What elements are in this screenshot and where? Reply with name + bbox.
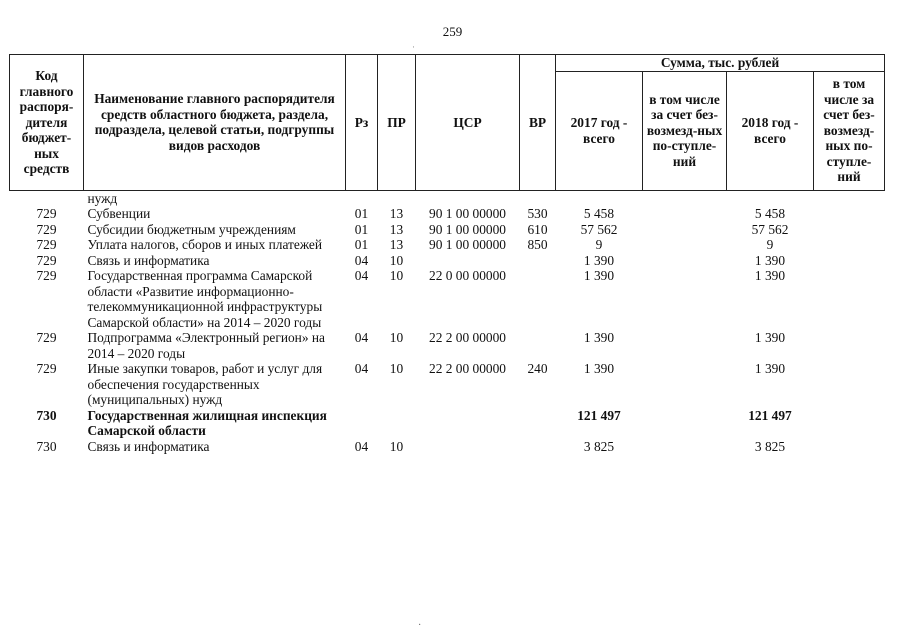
cell-csr [416,190,520,206]
header-code: Код главного распоря-дителя бюджет-ных средств [10,55,84,191]
cell-s17: 1 390 [583,330,615,345]
cell-pr: 10 [389,438,404,454]
cell-code: 729 [36,268,57,283]
cell-s17: 1 390 [583,252,615,268]
cell-pr: 10 [389,361,404,376]
cell-s17: 57 562 [580,221,618,237]
cell-vr [520,253,556,269]
cell-s18: 9 [766,237,774,252]
cell-code [10,190,84,206]
table-header [10,55,885,191]
cell-n17 [643,361,727,408]
cell-s17: 5 458 [583,206,615,221]
header-rz: Рз [346,55,378,191]
cell-n18 [814,222,885,238]
cell-csr [416,439,520,455]
cell-vr: 530 [527,206,548,221]
cell-n17 [643,190,727,206]
cell-n18 [814,408,885,439]
cell-code: 729 [36,206,57,221]
cell-n17 [643,237,727,253]
scan-artifact: · [412,42,415,52]
cell-pr: 10 [389,268,404,283]
cell-vr [520,408,556,439]
table-row [10,206,885,222]
cell-pr: 10 [389,252,404,268]
header-incl-2018: в том числе за счет без-возмезд-ных по-ступле-ний [814,71,885,190]
cell-csr: 22 2 00 00000 [429,361,506,376]
cell-n18 [814,237,885,253]
budget-table [9,54,885,454]
cell-pr [378,190,416,206]
cell-n18 [814,190,885,206]
cell-s17: 1 390 [583,268,615,283]
cell-code: 730 [36,438,57,454]
cell-rz [346,190,378,206]
table-row [10,237,885,253]
cell-n18 [814,206,885,222]
cell-code: 729 [36,330,57,345]
cell-name: Связь и информатика [87,438,210,454]
cell-n18 [814,330,885,361]
cell-rz: 01 [354,221,369,237]
cell-n18 [814,253,885,269]
cell-name: Уплата налогов, сборов и иных платежей [87,237,323,252]
cell-rz: 04 [354,330,369,345]
cell-s18: 1 390 [754,252,786,268]
cell-vr [520,330,556,361]
cell-n18 [814,439,885,455]
cell-name: Субсидии бюджетным учреждениям [87,221,296,237]
cell-code: 729 [36,237,57,252]
cell-csr [416,253,520,269]
cell-name: Связь и информатика [87,252,210,268]
scan-artifact: · [418,620,422,631]
cell-s18: 3 825 [754,438,786,454]
cell-csr: 22 2 00 00000 [429,330,506,345]
cell-rz: 04 [354,438,369,454]
cell-s18: 1 390 [754,330,786,345]
cell-vr [520,268,556,330]
cell-vr: 610 [527,221,548,237]
cell-vr [520,439,556,455]
header-incl-2017: в том числе за счет без-возмезд-ных по-ступле-ний [643,71,727,190]
header-sum-2017: 2017 год - всего [556,71,643,190]
cell-n17 [643,206,727,222]
cell-rz: 04 [354,268,369,283]
cell-pr: 13 [389,237,404,252]
cell-n17 [643,268,727,330]
cell-pr: 13 [389,206,404,221]
cell-name: Государственная жилищная инспекция Самарской области [87,407,327,438]
header-vr: ВР [520,55,556,191]
cell-s18: 1 390 [754,268,786,283]
table-row [10,268,885,330]
cell-s17 [556,190,643,206]
cell-pr: 10 [389,330,404,345]
header-csr: ЦСР [416,55,520,191]
cell-n17 [643,253,727,269]
cell-s18: 57 562 [751,221,789,237]
table-body [10,190,885,454]
cell-s18: 5 458 [754,206,786,221]
table-row [10,330,885,361]
cell-s17: 121 497 [577,407,621,423]
cell-vr [520,190,556,206]
cell-rz [346,408,378,439]
table-row [10,253,885,269]
cell-pr: 13 [389,221,404,237]
cell-s17: 1 390 [583,361,615,376]
cell-s17: 9 [595,237,603,252]
header-pr: ПР [378,55,416,191]
page-number: 259 [442,24,463,39]
cell-s18: 1 390 [754,361,786,376]
header-name: Наименование главного распорядителя средств областного бюджета, раздела, подраздела, целевой статьи, подгруппы видов расходов [84,55,346,191]
cell-rz: 04 [354,252,369,268]
cell-code: 729 [36,361,57,376]
cell-csr: 22 0 00 00000 [429,268,506,283]
header-sum-title: Сумма, тыс. рублей [556,55,885,72]
cell-n17 [643,330,727,361]
table-row [10,190,885,206]
table-row [10,361,885,408]
cell-name: Субвенции [87,206,151,221]
cell-n18 [814,268,885,330]
table-row [10,222,885,238]
cell-name: Иные закупки товаров, работ и услуг для обеспечения государственных (муниципальных) нужд [87,361,323,407]
cell-vr: 850 [527,237,548,252]
cell-code: 730 [36,407,57,423]
cell-csr: 90 1 00 00000 [429,221,506,237]
cell-s18: 121 497 [748,407,792,423]
cell-vr: 240 [527,361,548,376]
cell-rz: 01 [354,237,369,252]
cell-name: Государственная программа Самарской области «Развитие информационно-телекоммуникационной инфраструктуры Самарской области» на 2014 – 2020 годы [87,268,323,330]
table-row [10,439,885,455]
table-row [10,408,885,439]
cell-s18 [727,190,814,206]
cell-rz: 04 [354,361,369,376]
cell-csr: 90 1 00 00000 [429,237,506,252]
cell-csr [416,408,520,439]
cell-pr [378,408,416,439]
cell-rz: 01 [354,206,369,221]
cell-n17 [643,408,727,439]
cell-n18 [814,361,885,408]
cell-csr: 90 1 00 00000 [429,206,506,221]
cell-n17 [643,222,727,238]
cell-n17 [643,439,727,455]
header-sum-2018: 2018 год - всего [727,71,814,190]
cell-name: нужд [87,190,118,206]
cell-code: 729 [36,252,57,268]
cell-name: Подпрограмма «Электронный регион» на 2014 – 2020 годы [87,330,326,361]
cell-s17: 3 825 [583,438,615,454]
cell-code: 729 [36,221,57,237]
